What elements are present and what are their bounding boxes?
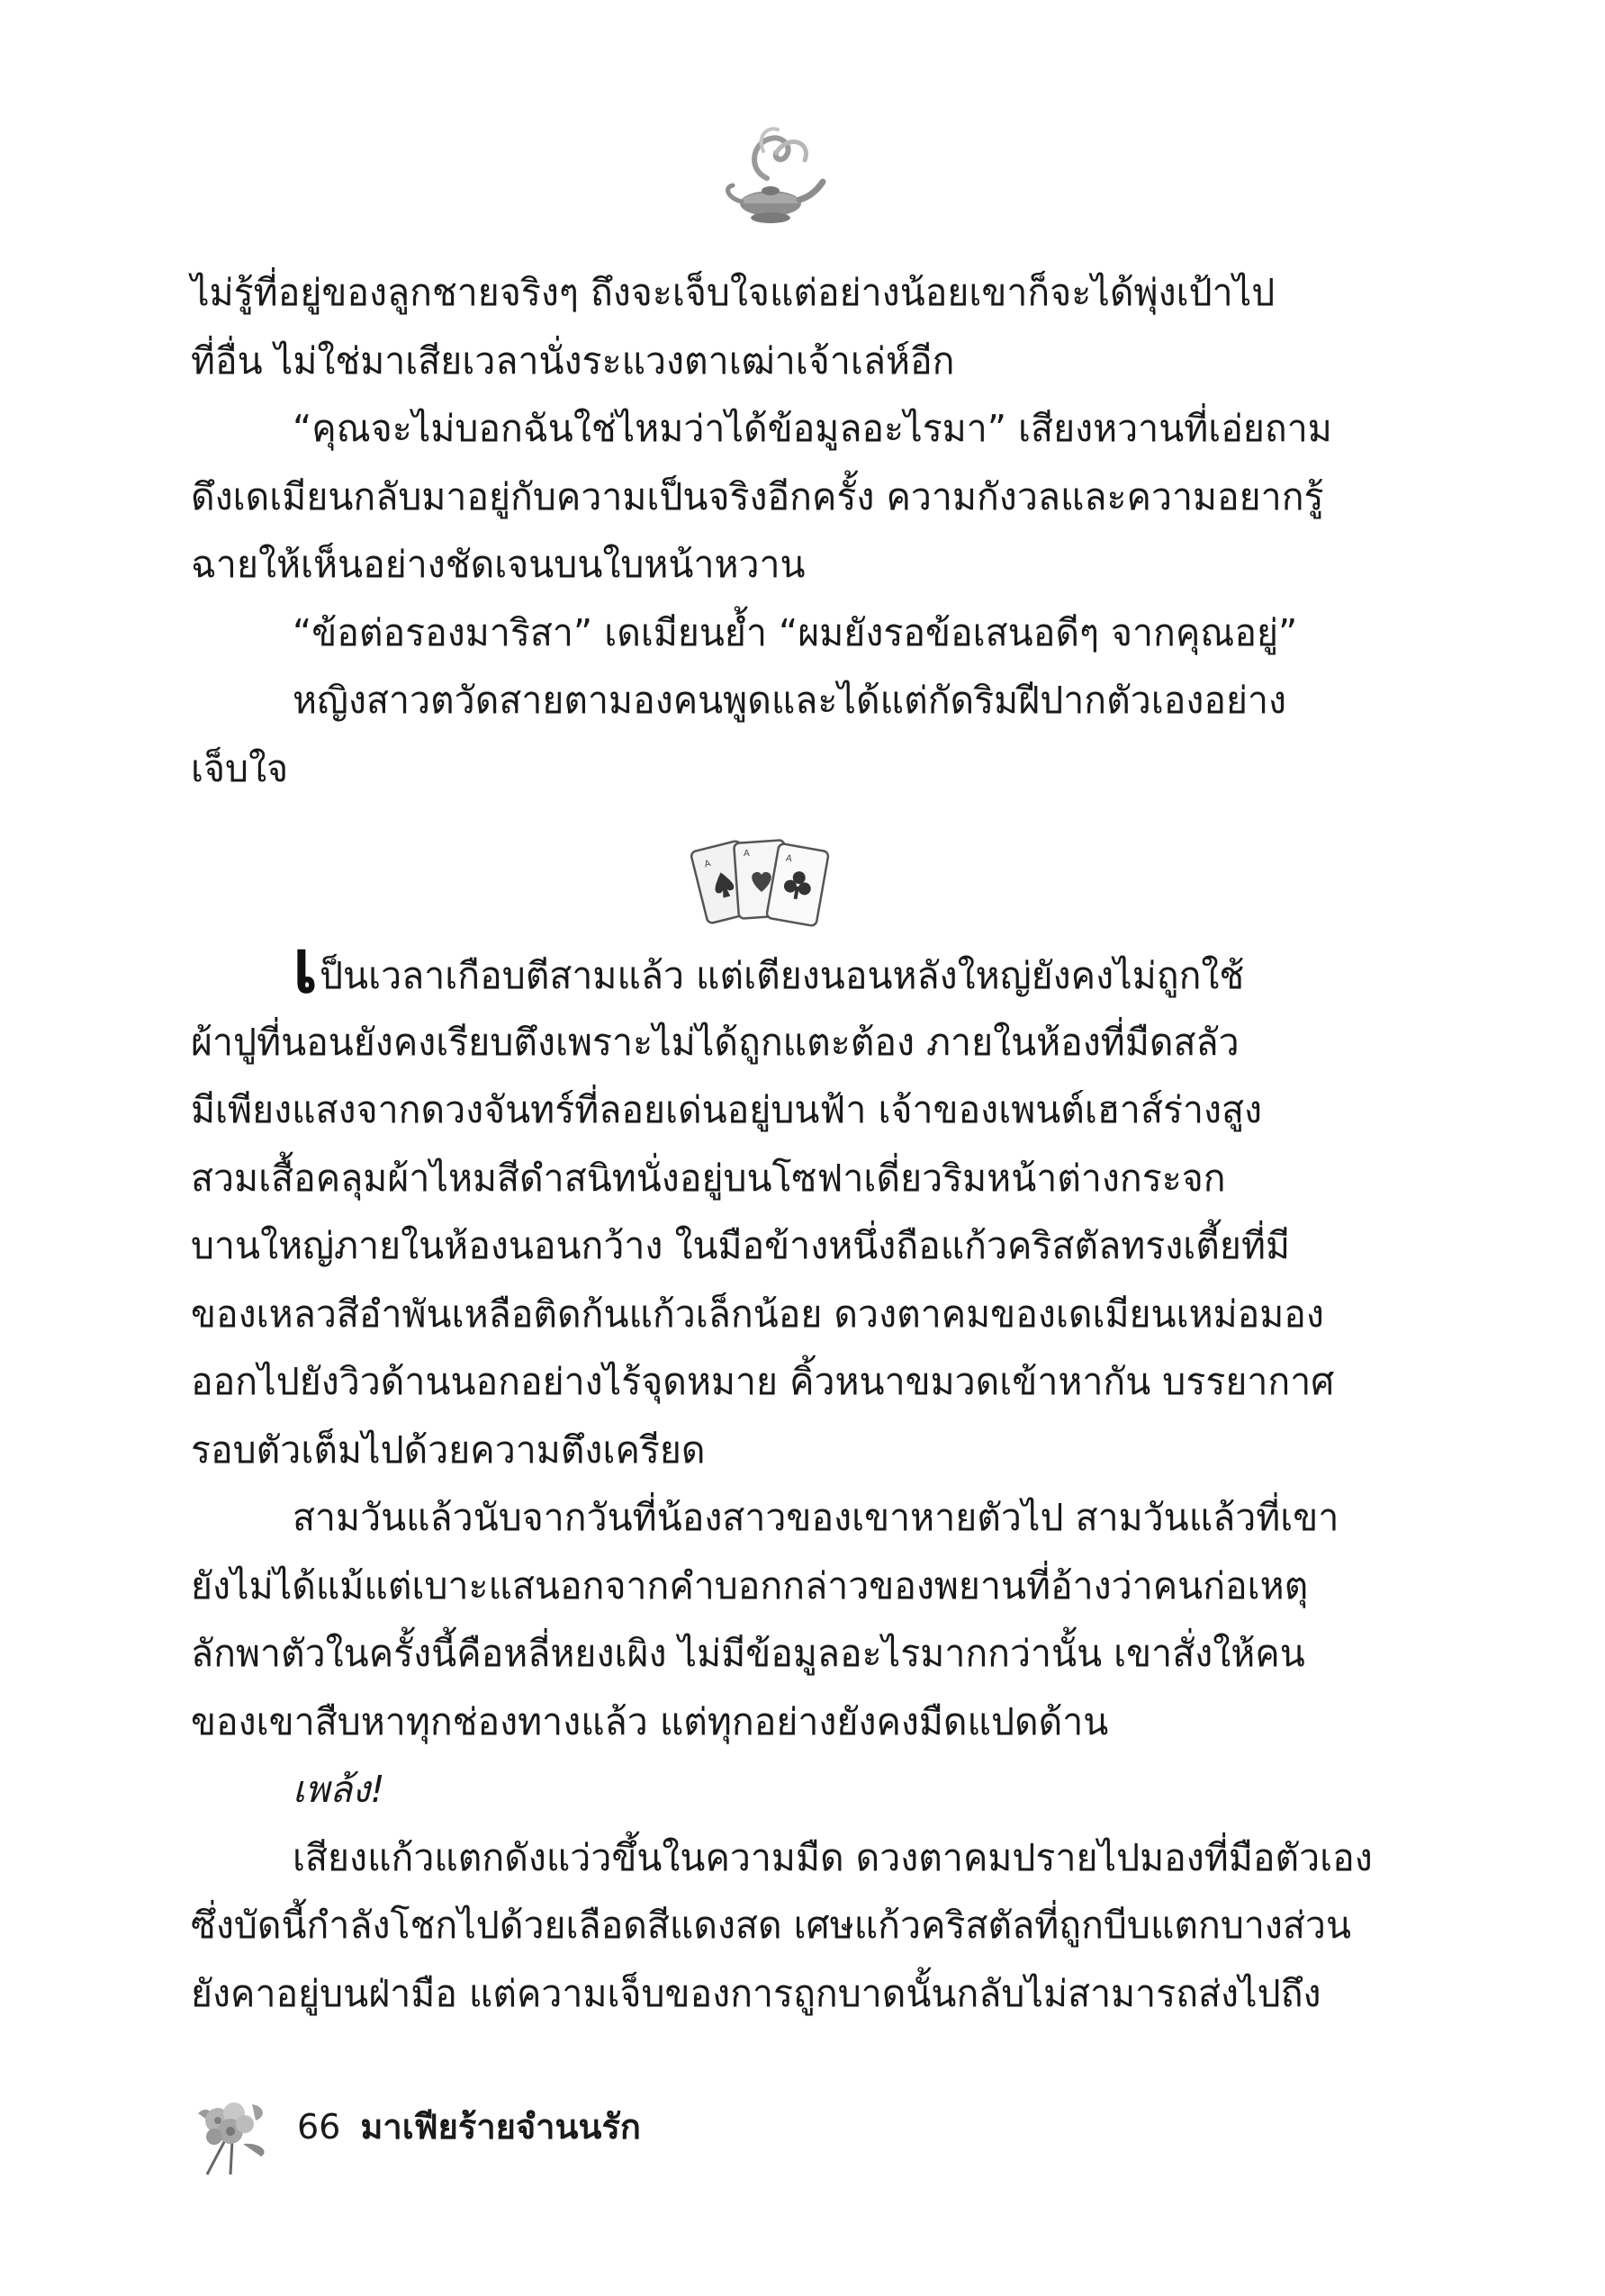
- paragraph-line: ของเหลวสีอำพันเหลือติดก้นแก้วเล็กน้อย ดวงตาคมของเดเมียนเหม่อมอง: [191, 1292, 1324, 1336]
- paragraph-line: รอบตัวเต็มไปด้วยความตึงเครียด: [191, 1427, 706, 1472]
- paragraph-line: ดึงเดเมียนกลับมาอยู่กับความเป็นจริงอีกครั้ง ความกังวลและความอยากรู้: [191, 474, 1324, 518]
- paragraph-line: ออกไปยังวิวด้านนอกอย่างไร้จุดหมาย คิ้วหนาขมวดเข้าหากัน บรรยากาศ: [191, 1360, 1335, 1403]
- svg-text:A: A: [703, 859, 712, 870]
- paragraph-line: ฉายให้เห็นอย่างชัดเจนบนใบหน้าหวาน: [191, 543, 806, 586]
- genie-lamp-icon: [711, 115, 828, 232]
- svg-text:A: A: [744, 849, 750, 859]
- text-block-section-2: [191, 924, 1373, 2028]
- flower-bouquet-icon: [189, 2086, 288, 2176]
- paragraph-line: บานใหญ่ภายในห้องนอนกว้าง ในมือข้างหนึ่งถือแก้วคริสตัลทรงเตี้ยที่มี: [191, 1224, 1291, 1267]
- paragraph-line: ไม่รู้ที่อยู่ของลูกชายจริงๆ ถึงจะเจ็บใจแต่อย่างน้อยเขาก็จะได้พุ่งเป้าไป: [191, 271, 1276, 314]
- paragraph-line: ผ้าปูที่นอนยังคงเรียบตึงเพราะไม่ได้ถูกแตะต้อง ภายในห้องที่มืดสลัว: [191, 1020, 1240, 1064]
- drop-cap: เ: [293, 924, 319, 1010]
- sound-effect-line: เพล้ง!: [293, 1768, 385, 1811]
- book-title: มาเฟียร้ายจำนนรัก: [360, 2107, 641, 2147]
- paragraph-line: “ข้อต่อรองมาริสา” เดเมียนย้ำ “ผมยังรอข้อเสนอดีๆ จากคุณอยู่”: [293, 610, 1298, 654]
- paragraph-line: ลักพาตัวในครั้งนี้คือหลี่หยงเผิง ไม่มีข้อมูลอะไรมากกว่านั้น เขาสั่งให้คน: [191, 1632, 1305, 1675]
- paragraph-line: ยังไม่ได้แม้แต่เบาะแสนอกจากคำบอกกล่าวของพยานที่อ้างว่าคนก่อเหตุ: [191, 1563, 1309, 1607]
- paragraph-line: “คุณจะไม่บอกฉันใช่ไหมว่าได้ข้อมูลอะไรมา” เสียงหวานที่เอ่ยถาม: [293, 407, 1332, 450]
- paragraph-line: เสียงแก้วแตกดังแว่วขึ้นในความมืด ดวงตาคมปรายไปมองที่มือตัวเอง: [293, 1835, 1373, 1879]
- paragraph-line: มีเพียงแสงจากดวงจันทร์ที่ลอยเด่นอยู่บนฟ้า เจ้าของเพนต์เฮาส์ร่างสูง: [191, 1088, 1263, 1131]
- paragraph-line: หญิงสาวตวัดสายตามองคนพูดและได้แต่กัดริมฝีปากตัวเองอย่าง: [293, 679, 1287, 722]
- paragraph-line: ซึ่งบัดนี้กำลังโชกไปด้วยเลือดสีแดงสด เศษแก้วคริสตัลที่ถูกบีบแตกบางส่วน: [191, 1904, 1351, 1947]
- paragraph-line: ที่อื่น ไม่ใช่มาเสียเวลานั่งระแวงตาเฒ่าเจ้าเล่ห์อีก: [191, 338, 955, 383]
- page-footer: [297, 2104, 641, 2149]
- paragraph-line: สวมเสื้อคลุมผ้าไหมสีดำสนิทนั่งอยู่บนโซฟาเดี่ยวริมหน้าต่างกระจก: [191, 1156, 1226, 1200]
- playing-cards-icon: [682, 833, 841, 939]
- text-block-top: [191, 259, 1330, 803]
- paragraph-first-line: [191, 924, 1330, 1010]
- paragraph-line: เจ็บใจ: [191, 746, 289, 790]
- svg-text:A: A: [784, 853, 793, 865]
- first-line-text: ป็นเวลาเกือบตีสามแล้ว แต่เตียงนอนหลังใหญ่ยังคงไม่ถูกใช้: [320, 954, 1245, 997]
- paragraph-line: ของเขาสืบหาทุกช่องทางแล้ว แต่ทุกอย่างยังคงมืดแปดด้าน: [191, 1699, 1109, 1743]
- paragraph-line: ยังคาอยู่บนฝ่ามือ แต่ความเจ็บของการถูกบาดนั้นกลับไม่สามารถส่งไปถึง: [191, 1971, 1321, 2015]
- paragraph-line: สามวันแล้วนับจากวันที่น้องสาวของเขาหายตัวไป สามวันแล้วที่เขา: [293, 1496, 1339, 1539]
- page-number: 66: [297, 2107, 341, 2147]
